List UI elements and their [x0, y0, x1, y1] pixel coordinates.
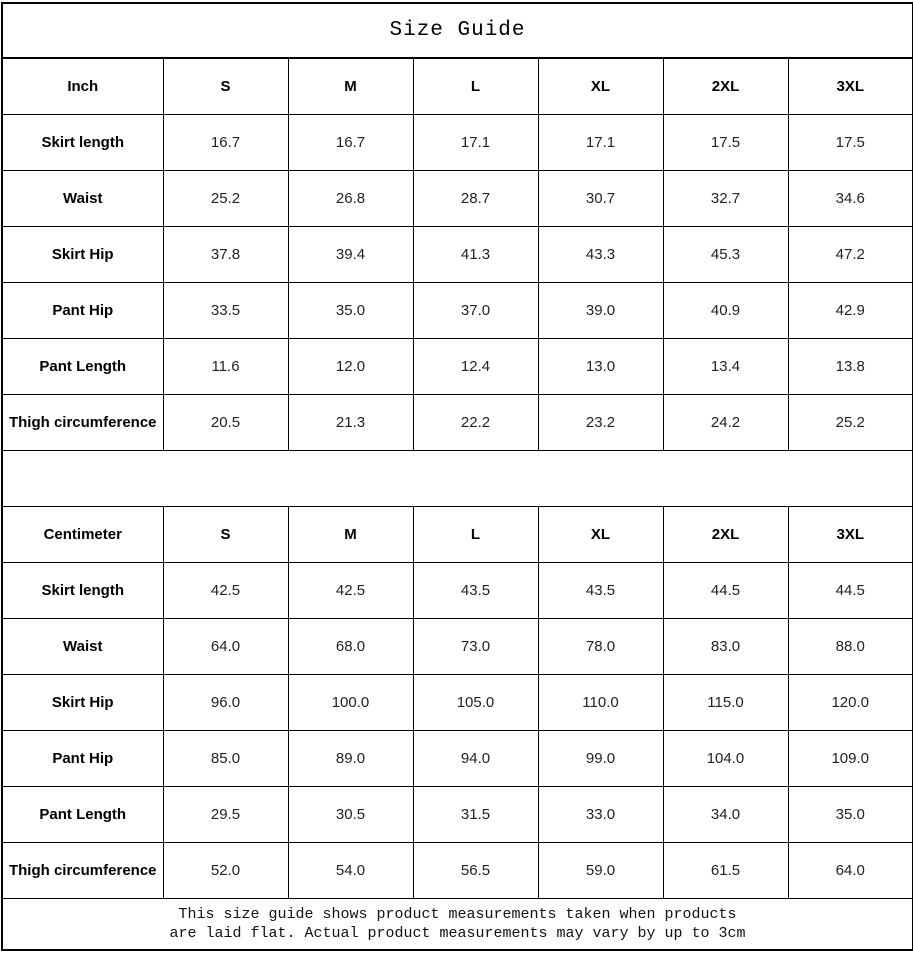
table-spacer-cell: [2, 450, 913, 506]
measurement-value-cell: 78.0: [538, 618, 663, 674]
measurement-value-cell: 94.0: [413, 730, 538, 786]
measurement-value-cell: 33.5: [163, 282, 288, 338]
measurement-value-cell: 26.8: [288, 170, 413, 226]
measurement-value-cell: 105.0: [413, 674, 538, 730]
size-header-cell: L: [413, 506, 538, 562]
measurement-value-cell: 73.0: [413, 618, 538, 674]
measurement-row: [2, 618, 913, 674]
measurement-value-cell: 109.0: [788, 730, 913, 786]
measurement-value-cell: 13.8: [788, 338, 913, 394]
measurement-value-cell: 64.0: [788, 842, 913, 898]
measurement-value-cell: 17.1: [413, 114, 538, 170]
measurement-value-cell: 100.0: [288, 674, 413, 730]
measurement-row: [2, 786, 913, 842]
measurement-value-cell: 83.0: [663, 618, 788, 674]
measurement-value-cell: 17.5: [788, 114, 913, 170]
measurement-row: [2, 562, 913, 618]
measurement-value-cell: 59.0: [538, 842, 663, 898]
measurement-row: [2, 338, 913, 394]
measurement-label-cell: Waist: [2, 618, 163, 674]
measurement-label-cell: Skirt length: [2, 114, 163, 170]
size-header-cell: 2XL: [663, 58, 788, 114]
measurement-row: [2, 394, 913, 450]
measurement-value-cell: 61.5: [663, 842, 788, 898]
measurement-value-cell: 43.5: [538, 562, 663, 618]
measurement-value-cell: 99.0: [538, 730, 663, 786]
measurement-value-cell: 20.5: [163, 394, 288, 450]
measurement-label-cell: Pant Length: [2, 786, 163, 842]
measurement-row: [2, 114, 913, 170]
measurement-row: [2, 674, 913, 730]
footer-note-line-2: are laid flat. Actual product measurements may vary by up to 3cm: [169, 924, 746, 942]
measurement-value-cell: 85.0: [163, 730, 288, 786]
measurement-label-cell: Waist: [2, 170, 163, 226]
measurement-value-cell: 104.0: [663, 730, 788, 786]
measurement-value-cell: 120.0: [788, 674, 913, 730]
size-header-cell: 2XL: [663, 506, 788, 562]
measurement-value-cell: 35.0: [288, 282, 413, 338]
measurement-value-cell: 52.0: [163, 842, 288, 898]
measurement-row: [2, 226, 913, 282]
size-header-row: [2, 506, 913, 562]
measurement-value-cell: 12.0: [288, 338, 413, 394]
measurement-value-cell: 43.5: [413, 562, 538, 618]
size-header-cell: S: [163, 506, 288, 562]
measurement-value-cell: 12.4: [413, 338, 538, 394]
measurement-value-cell: 30.5: [288, 786, 413, 842]
size-header-cell: XL: [538, 506, 663, 562]
measurement-value-cell: 29.5: [163, 786, 288, 842]
measurement-value-cell: 42.5: [288, 562, 413, 618]
measurement-value-cell: 31.5: [413, 786, 538, 842]
measurement-value-cell: 41.3: [413, 226, 538, 282]
measurement-row: [2, 282, 913, 338]
measurement-value-cell: 23.2: [538, 394, 663, 450]
measurement-value-cell: 44.5: [788, 562, 913, 618]
title-row: [2, 3, 913, 58]
measurement-value-cell: 35.0: [788, 786, 913, 842]
measurement-label-cell: Skirt Hip: [2, 674, 163, 730]
measurement-value-cell: 47.2: [788, 226, 913, 282]
measurement-value-cell: 115.0: [663, 674, 788, 730]
measurement-value-cell: 13.0: [538, 338, 663, 394]
measurement-value-cell: 110.0: [538, 674, 663, 730]
measurement-label-cell: Pant Hip: [2, 282, 163, 338]
measurement-value-cell: 17.5: [663, 114, 788, 170]
size-header-cell: 3XL: [788, 506, 913, 562]
size-header-cell: S: [163, 58, 288, 114]
measurement-value-cell: 25.2: [163, 170, 288, 226]
measurement-value-cell: 34.6: [788, 170, 913, 226]
measurement-value-cell: 25.2: [788, 394, 913, 450]
measurement-label-cell: Thigh circumference: [2, 394, 163, 450]
measurement-label-cell: Pant Hip: [2, 730, 163, 786]
inch-table-section: [2, 58, 913, 450]
measurement-value-cell: 89.0: [288, 730, 413, 786]
measurement-value-cell: 17.1: [538, 114, 663, 170]
measurement-value-cell: 28.7: [413, 170, 538, 226]
measurement-value-cell: 42.9: [788, 282, 913, 338]
measurement-value-cell: 34.0: [663, 786, 788, 842]
measurement-value-cell: 44.5: [663, 562, 788, 618]
measurement-value-cell: 42.5: [163, 562, 288, 618]
size-header-cell: XL: [538, 58, 663, 114]
measurement-value-cell: 45.3: [663, 226, 788, 282]
footer-row: [2, 898, 913, 950]
size-header-cell: L: [413, 58, 538, 114]
measurement-value-cell: 16.7: [163, 114, 288, 170]
footer-note-line-1: This size guide shows product measurements taken when products: [178, 905, 737, 923]
measurement-row: [2, 170, 913, 226]
measurement-label-cell: Thigh circumference: [2, 842, 163, 898]
measurement-value-cell: 21.3: [288, 394, 413, 450]
measurement-value-cell: 13.4: [663, 338, 788, 394]
size-header-cell: 3XL: [788, 58, 913, 114]
measurement-value-cell: 39.4: [288, 226, 413, 282]
measurement-value-cell: 88.0: [788, 618, 913, 674]
measurement-value-cell: 56.5: [413, 842, 538, 898]
measurement-row: [2, 730, 913, 786]
measurement-value-cell: 39.0: [538, 282, 663, 338]
measurement-value-cell: 33.0: [538, 786, 663, 842]
measurement-value-cell: 37.0: [413, 282, 538, 338]
page-title: Size Guide: [2, 3, 913, 58]
centimeter-table-section: [2, 506, 913, 898]
measurement-value-cell: 22.2: [413, 394, 538, 450]
measurement-label-cell: Skirt Hip: [2, 226, 163, 282]
measurement-value-cell: 16.7: [288, 114, 413, 170]
measurement-row: [2, 842, 913, 898]
measurement-value-cell: 30.7: [538, 170, 663, 226]
measurement-value-cell: 37.8: [163, 226, 288, 282]
measurement-value-cell: 43.3: [538, 226, 663, 282]
measurement-value-cell: 40.9: [663, 282, 788, 338]
unit-header-cell: Centimeter: [2, 506, 163, 562]
measurement-value-cell: 11.6: [163, 338, 288, 394]
size-header-cell: M: [288, 58, 413, 114]
size-header-cell: M: [288, 506, 413, 562]
measurement-value-cell: 24.2: [663, 394, 788, 450]
size-guide-table: [1, 2, 913, 951]
measurement-label-cell: Pant Length: [2, 338, 163, 394]
table-spacer-row: [2, 450, 913, 506]
measurement-value-cell: 96.0: [163, 674, 288, 730]
measurement-value-cell: 68.0: [288, 618, 413, 674]
measurement-value-cell: 32.7: [663, 170, 788, 226]
size-header-row: [2, 58, 913, 114]
measurement-label-cell: Skirt length: [2, 562, 163, 618]
measurement-value-cell: 54.0: [288, 842, 413, 898]
measurement-value-cell: 64.0: [163, 618, 288, 674]
footer-note: [2, 898, 913, 950]
unit-header-cell: Inch: [2, 58, 163, 114]
